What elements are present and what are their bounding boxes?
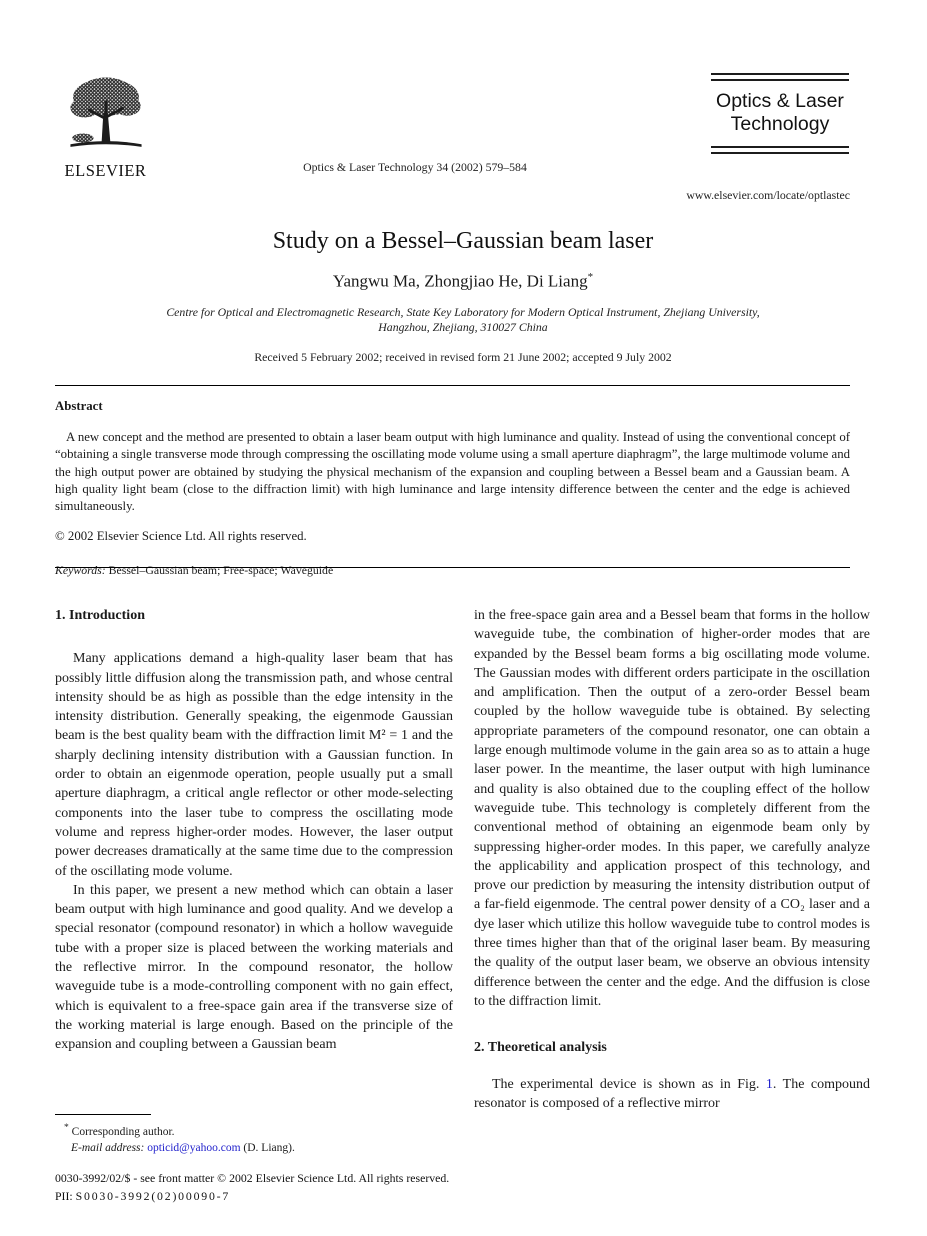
abstract-body: A new concept and the method are presented to obtain a laser beam output with high luminance and quality. Instead of using the conventional concept of “obtaining a single transverse mode through compressing the oscillating mode volume using a small aperture diaphragm”, the large multimode volume and the high output power are obtained by studying the physical mechanism of the expansion and coupling between a Bessel beam and a Gaussian beam. A high quality light beam (close to the diffraction limit) with high luminance and large intensity difference between the center and the edge is achieved simultaneously.	[55, 430, 850, 514]
email-label: E-mail address:	[71, 1141, 145, 1154]
abstract-top-rule	[55, 385, 850, 386]
corresponding-author-marker: *	[587, 271, 594, 283]
section-heading-theory: 2. Theoretical analysis	[474, 1040, 607, 1056]
journal-citation: Optics & Laser Technology 34 (2002) 579–584	[303, 160, 527, 174]
abstract-bottom-rule	[55, 567, 850, 568]
theory-text-before: The experimental device is shown as in Fig.	[492, 1076, 766, 1092]
elsevier-tree-logo-icon	[61, 141, 151, 158]
issn-copyright-line: 0030-3992/02/$ - see front matter © 2002 Elsevier Science Ltd. All rights reserved.	[55, 1171, 450, 1185]
keywords-label: Keywords:	[55, 562, 106, 577]
abstract-copyright: © 2002 Elsevier Science Ltd. All rights reserved.	[55, 529, 307, 544]
masthead-top-rule	[711, 73, 849, 81]
section-heading-introduction: 1. Introduction	[55, 608, 145, 623]
footnote-corresponding-author	[55, 1120, 453, 1140]
title-block	[13, 228, 913, 365]
article-authors	[13, 271, 913, 292]
footnote-text: Corresponding author.	[68, 1125, 175, 1138]
theory-paragraph	[474, 1075, 870, 1114]
publisher-name: ELSEVIER	[64, 161, 147, 180]
intro-paragraph-2: In this paper, we present a new method which can obtain a laser beam output with high luminance and good quality. And we develop a special resonator (compound resonator) in which a hollow waveguide tube with a proper size is placed between the working materials and the reflective mirror. In the compound resonator, the hollow waveguide tube is a mode-controlling component with no gain effect, which is equivalent to a free-space gain area if the transverse size of the working material is large enough. Based on the principle of the expansion and coupling between a Gaussian beam	[55, 882, 453, 1053]
affiliation	[13, 305, 913, 336]
keywords-line	[55, 563, 850, 578]
intro-paragraph-continuation: in the free-space gain area and a Bessel beam that forms in the hollow waveguide tube, the combination of higher-order modes that are expanded by the Bessel beam forms a big oscillating mode volume. The Gaussian modes with different orders participate in the oscillation and amplification. Then the output of a zero-order Bessel beam coupled by the hollow waveguide tube is obtained. By selecting appropriate parameters of the compound resonator, one can obtain a large enough multimode volume in the gain area so as to attain a huge laser power. In the meantime, the laser output with high luminance and quality is also obtained due to the coupling effect of the hollow waveguide tube. This technology is completely different from the conventional method of obtaining an eigenmode beam only by suppressing higher-order modes. In this paper, we carefully analyze the applicability and application prospect of this technology, and prove our prediction by measuring the intensity distribution output of a far-field eigenmode. The central power density of a CO₂ laser and a dye laser which utilize this hollow waveguide tube to control modes is three times higher than that of the original laser beam. By measuring the quality of the output laser beam, we observe an obvious intensity difference between the center and the edge. And the diffusion is close to the diffraction limit.	[474, 608, 870, 1009]
journal-name	[711, 81, 849, 146]
publisher-logo-block	[58, 74, 153, 181]
figure-1-reference-link[interactable]: 1	[765, 1076, 773, 1092]
footnote-marker: *	[64, 1122, 69, 1133]
affiliation-line1: Centre for Optical and Electromagnetic Research, State Key Laboratory for Modern Optical Instrument, Zhejiang University,	[166, 304, 760, 319]
intro-paragraph-1: Many applications demand a high-quality laser beam that has possibly little diffusion along the transmission path, and whose central intensity should be as high as possible than the edge intensity in the intensity distribution. Generally speaking, the eigenmode Gaussian beam is the best quality beam with the diffraction limit M² = 1 and the sharply declining intensity distribution with a Gaussian function. In order to obtain an eigenmode operation, people usually put a small aperture diaphragm, a critical angle reflector or other mode-selecting components into the laser tube to compress the oscillating mode volume and repress higher-order modes. However, the laser output power decreases dramatically at the same time due to the compression of the oscillating mode volume.	[55, 651, 453, 879]
email-suffix: (D. Liang).	[240, 1141, 295, 1154]
corresponding-author-footnote	[55, 1114, 453, 1156]
pii-line	[55, 1188, 850, 1206]
pii-label: PII:	[55, 1188, 73, 1203]
column-left	[55, 606, 453, 1055]
journal-website-link[interactable]: www.elsevier.com/locate/optlastec	[686, 188, 850, 202]
footnote-rule	[55, 1114, 151, 1115]
journal-name-line2: Technology	[730, 113, 830, 135]
theory-text-after: . The compound resonator is composed of a reflective mirror	[474, 1076, 870, 1111]
journal-name-line1: Optics & Laser	[716, 90, 844, 112]
footnote-email-line	[55, 1140, 453, 1156]
masthead-bottom-rule	[711, 146, 849, 154]
abstract-section	[55, 399, 850, 578]
abstract-heading: Abstract	[55, 399, 103, 413]
article-title: Study on a Bessel–Gaussian beam laser	[272, 228, 654, 254]
journal-masthead	[711, 73, 849, 154]
pii-value: S0030-3992(02)00090-7	[75, 1188, 231, 1203]
authors-names: Yangwu Ma, Zhongjiao He, Di Liang	[332, 271, 588, 291]
email-link[interactable]: opticid@yahoo.com	[147, 1141, 241, 1154]
affiliation-line2: Hangzhou, Zhejiang, 310027 China	[378, 320, 548, 335]
article-history: Received 5 February 2002; received in revised form 21 June 2002; accepted 9 July 2002	[254, 349, 672, 364]
article-footer	[55, 1170, 850, 1205]
column-right	[474, 606, 870, 1113]
keywords-list: Bessel–Gaussian beam; Free-space; Waveguide	[108, 562, 334, 577]
